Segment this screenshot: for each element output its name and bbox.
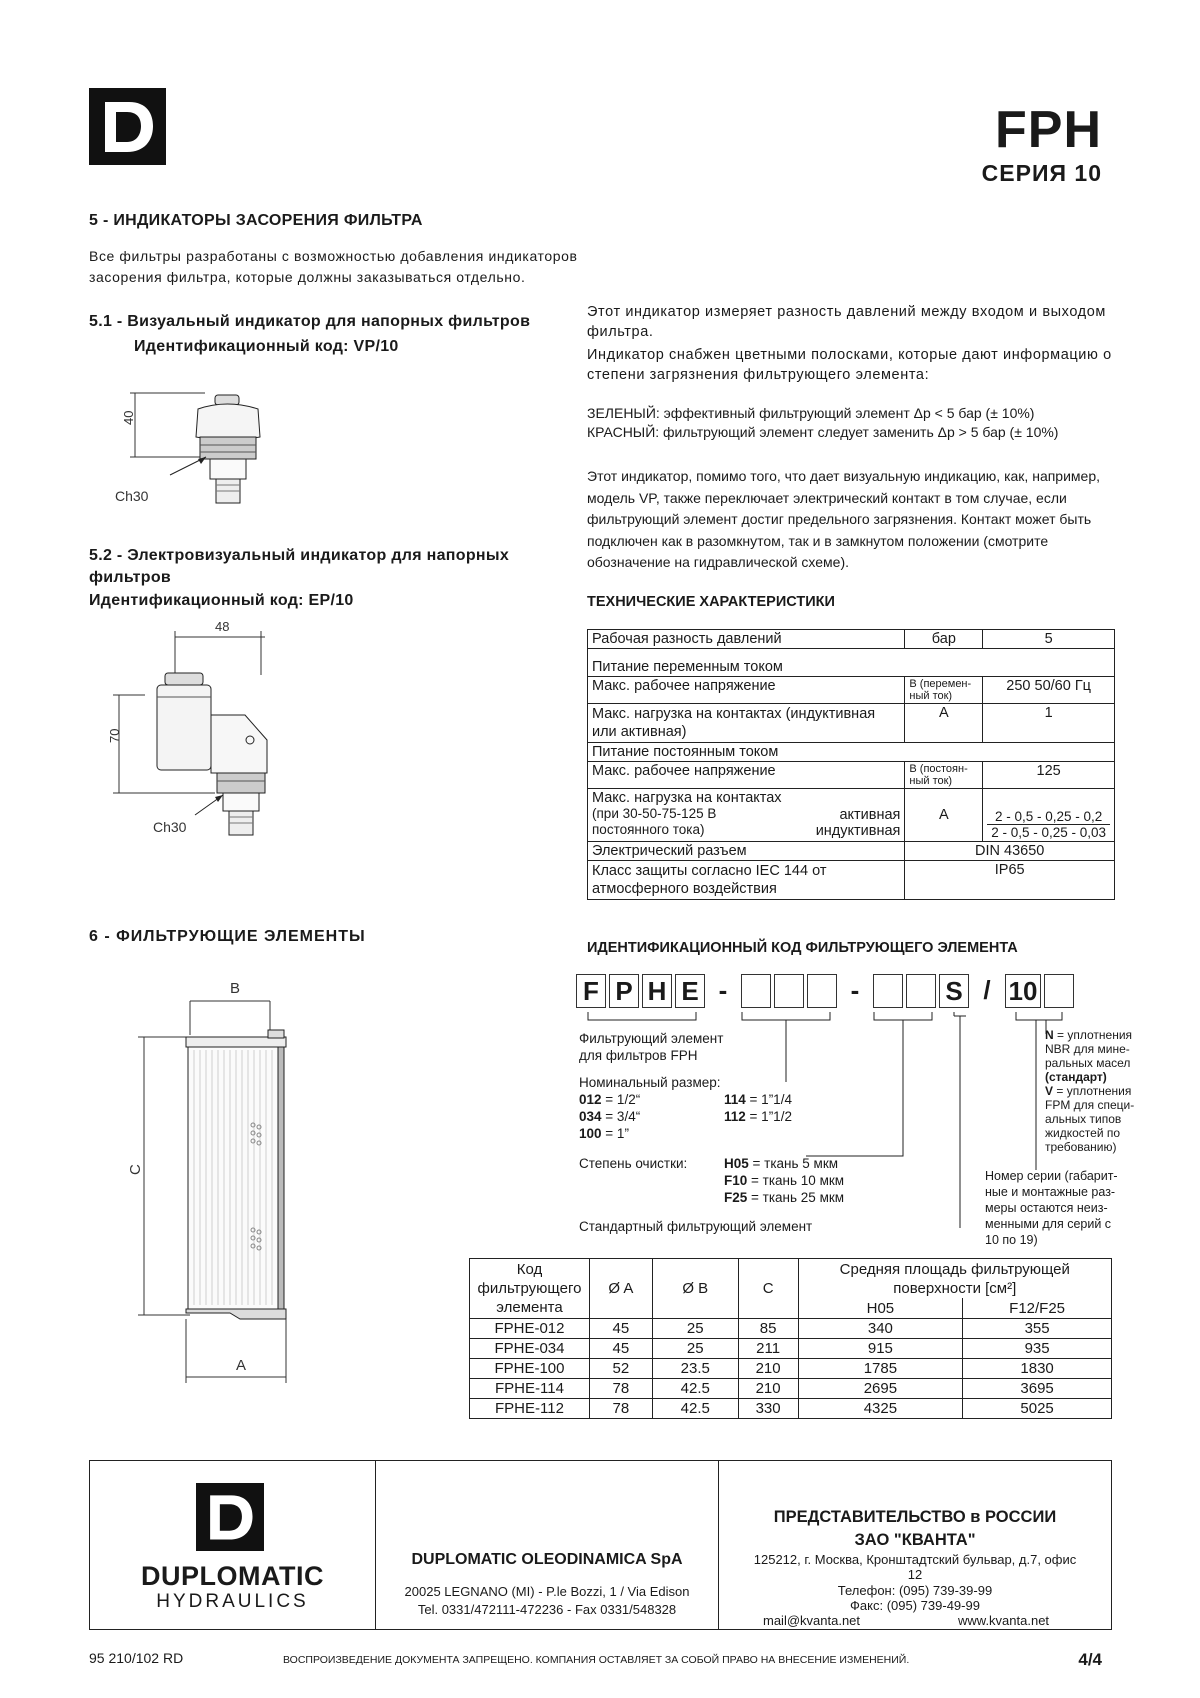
cell: FPHE-114: [470, 1379, 590, 1399]
degree-item: [724, 1189, 844, 1206]
spec-value: 250 50/60 Гц: [983, 677, 1115, 704]
spec-value: 2 - 0,5 - 0,25 - 0,03: [991, 825, 1107, 840]
table-row: [588, 762, 1115, 789]
cell: FPHE-034: [470, 1339, 590, 1359]
duplomatic-logo-icon: [89, 88, 166, 165]
idcode-title: ИДЕНТИФИКАЦИОННЫЙ КОД ФИЛЬТРУЮЩЕГО ЭЛЕМЕНТА: [587, 940, 1018, 956]
s51-code: Идентификационный код: VP/10: [134, 338, 399, 355]
degree-val: = ткань 25 мкм: [751, 1190, 845, 1205]
section-5-intro: Все фильтры разработаны с возможностью добавления индикаторов засорения фильтра, которые должны заказываться отдельно.: [89, 248, 578, 285]
seal-n-code: N: [1045, 1028, 1054, 1042]
table-row: [470, 1379, 1112, 1399]
size-code: 012: [579, 1092, 602, 1107]
dim-b-label: B: [230, 980, 241, 997]
table-header-row: [470, 1259, 1112, 1299]
spec-value: 1: [983, 704, 1115, 743]
legend-sizes-col2: [724, 1091, 792, 1125]
size-item: [579, 1091, 640, 1108]
spec-value: IP65: [905, 861, 1115, 900]
spec-label: Рабочая разность давлений: [588, 630, 905, 649]
idcode-char: 10: [1005, 974, 1041, 1008]
size-item: [579, 1108, 640, 1125]
table-row: [588, 842, 1115, 861]
spec-sublabel: (при 30-50-75-125 В постоянного тока): [592, 806, 717, 837]
spec-section-ac: Питание переменным током: [588, 649, 1115, 677]
footer-brand-sub: HYDRAULICS: [156, 1591, 309, 1612]
degree-item: [724, 1172, 844, 1189]
cell: 210: [738, 1359, 798, 1379]
idcode-char: [807, 974, 837, 1008]
cell: 1785: [798, 1359, 963, 1379]
seal-n-text: = уплотнения NBR для мине-ральных масел: [1045, 1028, 1133, 1070]
idcode-char: S: [939, 974, 969, 1008]
spec-unit: бар: [905, 630, 983, 649]
size-code: 100: [579, 1126, 602, 1141]
rep-fax: Факс: (095) 739-49-99: [850, 1598, 980, 1613]
seal-v: [1045, 1084, 1145, 1154]
legend-sizes-col1: [579, 1091, 640, 1142]
ep-height-label: 70: [107, 728, 122, 743]
rep-title: ПРЕДСТАВИТЕЛЬСТВО в РОССИИ: [773, 1508, 1057, 1526]
seal-n: [1045, 1028, 1145, 1070]
red-state-text: КРАСНЫЙ: фильтрующий элемент следует заменить Δp > 5 бар (± 10%): [587, 424, 1059, 440]
size-val: = 1”: [605, 1126, 629, 1141]
cell: 25: [652, 1339, 738, 1359]
cell: 340: [798, 1319, 963, 1339]
legend-standard: Стандартный фильтрующий элемент: [579, 1219, 813, 1234]
col-header: C: [738, 1259, 798, 1319]
idcode-char: /: [983, 975, 991, 1005]
cell: 78: [589, 1379, 652, 1399]
footer-brand-name: DUPLOMATIC: [141, 1561, 324, 1591]
idcode-char: [873, 974, 903, 1008]
table-row: [588, 789, 1115, 842]
cell: 52: [589, 1359, 652, 1379]
degree-item: [724, 1155, 844, 1172]
idcode-char: [774, 974, 804, 1008]
series-title: FPH: [995, 101, 1102, 159]
cell: 211: [738, 1339, 798, 1359]
cell: 45: [589, 1339, 652, 1359]
vp-height-label: 40: [121, 410, 136, 425]
size-val: = 1/2“: [605, 1092, 641, 1107]
cell: 915: [798, 1339, 963, 1359]
table-row: [470, 1319, 1112, 1339]
ep-indicator-drawing: [105, 615, 305, 850]
cell: 4325: [798, 1399, 963, 1419]
spec-label: Класс защиты согласно IEC 144 от атмосферного воздействия: [588, 861, 905, 900]
idcode-char: [741, 974, 771, 1008]
idcode-char: P: [609, 974, 639, 1008]
table-row: [588, 630, 1115, 649]
degree-val: = ткань 10 мкм: [751, 1173, 845, 1188]
seal-v-code: V: [1045, 1084, 1054, 1098]
cell: 78: [589, 1399, 652, 1419]
cell: FPHE-100: [470, 1359, 590, 1379]
dim-c-label: C: [127, 1164, 144, 1175]
idcode-char: H: [642, 974, 672, 1008]
section-5-title: 5 - ИНДИКАТОРЫ ЗАСОРЕНИЯ ФИЛЬТРА: [89, 212, 423, 229]
col-header: Ø B: [652, 1259, 738, 1319]
table-row: [470, 1399, 1112, 1419]
spec-unit: В (постоян-ный ток): [905, 762, 983, 789]
seal-v-text: = уплотнения FPM для специ-альных типов жидкостей по требованию): [1045, 1084, 1135, 1154]
spec-active: активная: [839, 807, 901, 823]
specs-title: ТЕХНИЧЕСКИЕ ХАРАКТЕРИСТИКИ: [587, 594, 835, 610]
spec-section-dc: Питание постоянным током: [588, 743, 1115, 762]
series-subtitle: СЕРИЯ 10: [981, 160, 1102, 186]
rep-email-link[interactable]: mail@kvanta.net: [763, 1613, 861, 1628]
cell: 2695: [798, 1379, 963, 1399]
rep-address: 125212, г. Москва, Кронштадтский бульвар, д.7, офис 12: [753, 1552, 1077, 1582]
idcode-legend-element: [579, 1030, 723, 1064]
cell: 3695: [963, 1379, 1112, 1399]
cell: FPHE-012: [470, 1319, 590, 1339]
table-row: [470, 1339, 1112, 1359]
idcode-char: -: [718, 975, 728, 1005]
seal-standard: (стандарт): [1045, 1070, 1107, 1084]
table-row: [588, 704, 1115, 743]
legend-degree-title: Степень очистки:: [579, 1156, 688, 1171]
legend-series: Номер серии (габарит-ные и монтажные раз-меры остаются неиз-менными для серий с 10 по 19): [985, 1169, 1118, 1247]
size-val: = 1”1/4: [749, 1092, 792, 1107]
spec-value: 2 - 0,5 - 0,25 - 0,2: [987, 809, 1110, 825]
table-row: [588, 677, 1115, 704]
legend-line: Фильтрующий элемент: [579, 1031, 724, 1046]
idcode-char: [1044, 974, 1074, 1008]
cell: 1830: [963, 1359, 1112, 1379]
right-paragraph-3: Этот индикатор, помимо того, что дает визуальную индикацию, как, например, модель VP, также переключает электрический контакт в том случае, если фильтрующий элемент достиг предельного загрязнения. Контакт может быть подключен как в разомкнутом, так и в замкнутом положении (смотрите обозначение на гидравлической схеме).: [587, 468, 1101, 570]
table-row: [470, 1359, 1112, 1379]
ep-hex-label: Ch30: [153, 819, 187, 835]
spec-label: Макс. рабочее напряжение: [588, 677, 905, 704]
cell: 210: [738, 1379, 798, 1399]
col-header: Средняя площадь фильтрующей поверхности [см²]: [798, 1259, 1111, 1299]
footer-logo-icon: [196, 1483, 264, 1551]
copyright-notice: ВОСПРОИЗВЕДЕНИЕ ДОКУМЕНТА ЗАПРЕЩЕНО. КОМПАНИЯ ОСТАВЛЯЕТ ЗА СОБОЙ ПРАВО НА ВНЕСЕНИЕ ИЗМЕНЕНИЙ.: [283, 1654, 910, 1666]
spec-label: Макс. нагрузка на контактах: [592, 790, 782, 806]
footer-box: [89, 1460, 1112, 1630]
size-code: 114: [724, 1092, 746, 1107]
rep-phone: Телефон: (095) 739-39-99: [837, 1583, 993, 1598]
cell: 25: [652, 1319, 738, 1339]
section-6-title: 6 - ФИЛЬТРУЮЩИЕ ЭЛЕМЕНТЫ: [89, 928, 366, 945]
size-item: [724, 1108, 792, 1125]
idcode-char: [906, 974, 936, 1008]
s52-title: 5.2 - Электровизуальный индикатор для напорных фильтров: [89, 547, 510, 586]
vp-hex-label: Ch30: [115, 488, 149, 504]
size-code: 112: [724, 1109, 746, 1124]
degree-code: F10: [724, 1173, 748, 1188]
size-val: = 3/4“: [605, 1109, 641, 1124]
ep-width-label: 48: [215, 619, 230, 634]
col-header: Код фильтрующего элемента: [470, 1259, 590, 1319]
cell: 42.5: [652, 1379, 738, 1399]
spec-label: Электрический разъем: [588, 842, 905, 861]
table-row: [588, 743, 1115, 762]
idcode-char: F: [576, 974, 606, 1008]
vp-indicator-drawing: [110, 385, 290, 515]
degree-val: = ткань 5 мкм: [752, 1156, 839, 1171]
degree-code: F25: [724, 1190, 748, 1205]
spec-label: Макс. рабочее напряжение: [588, 762, 905, 789]
legend-size-title: Номинальный размер:: [579, 1075, 721, 1090]
cell: FPHE-112: [470, 1399, 590, 1419]
sizes-table: [469, 1258, 1112, 1419]
specs-table: [587, 629, 1115, 900]
table-row: [588, 861, 1115, 900]
size-item: [579, 1125, 640, 1142]
company-name: DUPLOMATIC OLEODINAMICA SpA: [411, 1551, 683, 1568]
spec-value: 5: [983, 630, 1115, 649]
idcode-boxes: [576, 974, 1096, 1010]
cell: 85: [738, 1319, 798, 1339]
company-address: 20025 LEGNANO (MI) - P.le Bozzi, 1 / Via Edison: [404, 1584, 690, 1599]
degree-code: H05: [724, 1156, 749, 1171]
doc-number: 95 210/102 RD: [89, 1650, 184, 1666]
cell: 355: [963, 1319, 1112, 1339]
col-header: F12/F25: [963, 1298, 1112, 1318]
cell: 45: [589, 1319, 652, 1339]
spec-unit: A: [905, 704, 983, 743]
cell: 23.5: [652, 1359, 738, 1379]
page-number: 4/4: [1078, 1650, 1102, 1669]
size-val: = 1”1/2: [749, 1109, 792, 1124]
legend-line: для фильтров FPH: [579, 1048, 698, 1063]
right-paragraph-1: Этот индикатор измеряет разность давлений между входом и выходом фильтра.: [587, 304, 1106, 340]
spec-unit: В (перемен-ный ток): [905, 677, 983, 704]
spec-value: DIN 43650: [905, 842, 1115, 861]
spec-unit: A: [905, 789, 983, 842]
rep-web-link[interactable]: www.kvanta.net: [958, 1613, 1050, 1628]
legend-degrees: [724, 1155, 844, 1206]
idcode-char: -: [850, 975, 860, 1005]
idcode-char: E: [675, 974, 705, 1008]
size-code: 034: [579, 1109, 602, 1124]
legend-seals: [1045, 1028, 1145, 1154]
table-row: [588, 649, 1115, 677]
rep-name: ЗАО "КВАНТА": [854, 1531, 976, 1549]
spec-value: 125: [983, 762, 1115, 789]
s51-title: 5.1 - Визуальный индикатор для напорных фильтров: [89, 313, 531, 330]
cell: 5025: [963, 1399, 1112, 1419]
filter-element-drawing: [110, 975, 310, 1395]
cell: 330: [738, 1399, 798, 1419]
green-state-text: ЗЕЛЕНЫЙ: эффективный фильтрующий элемент Δp < 5 бар (± 10%): [587, 405, 1035, 421]
col-header: H05: [798, 1298, 963, 1318]
cell: 42.5: [652, 1399, 738, 1419]
col-header: Ø A: [589, 1259, 652, 1319]
size-item: [724, 1091, 792, 1108]
spec-label: Макс. нагрузка на контактах (индуктивная или активная): [588, 704, 905, 743]
dim-a-label: A: [236, 1357, 247, 1374]
s52-code: Идентификационный код: EP/10: [89, 592, 354, 609]
right-paragraph-2: Индикатор снабжен цветными полосками, которые дают информацию о степени загрязнения фильтрующего элемента:: [587, 347, 1112, 383]
company-phone: Tel. 0331/472111-472236 - Fax 0331/548328: [417, 1602, 677, 1617]
spec-inductive: индуктивная: [815, 823, 901, 839]
cell: 935: [963, 1339, 1112, 1359]
